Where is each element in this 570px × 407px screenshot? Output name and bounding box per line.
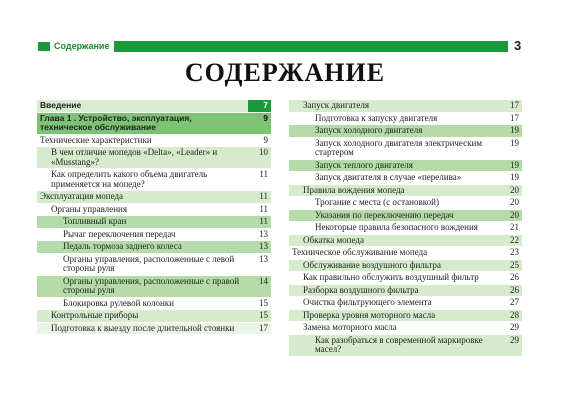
toc-entry-page: 10 [259, 147, 268, 157]
toc-entry-page: 19 [510, 172, 519, 182]
toc-entry-page: 26 [510, 272, 519, 282]
toc-entry-title: Как определить какого объема двигатель применяется на мопеде? [51, 169, 208, 189]
toc-entry[interactable] [37, 276, 271, 298]
header-bar [38, 41, 508, 52]
toc-entry-page: 13 [259, 253, 268, 264]
toc-entry-page: 11 [259, 203, 268, 214]
toc-entry-page: 20 [510, 209, 519, 220]
toc-entry-title: Органы управления, расположенные с левой стороны руля [63, 253, 235, 273]
toc-right-column [289, 100, 522, 357]
toc-entry-page: 19 [510, 137, 519, 148]
toc-entry-page: 9 [263, 134, 268, 145]
toc-left-column [37, 100, 271, 335]
toc-entry[interactable] [289, 125, 522, 138]
toc-entry-title: Рычаг переключения передач [63, 228, 176, 239]
toc-entry-title: Как разобраться в современной маркировке масел? [315, 334, 483, 354]
toc-entry-page: 19 [510, 125, 519, 135]
toc-entry[interactable] [289, 272, 522, 285]
toc-entry-page: 11 [259, 216, 268, 226]
toc-entry[interactable] [289, 222, 522, 235]
toc-entry[interactable] [289, 100, 522, 113]
toc-entry-title: Подготовка к выезду после длительной стоянки [51, 322, 235, 333]
toc-entry-page: 20 [510, 197, 519, 207]
toc-entry-title: Топливный кран [63, 216, 127, 226]
toc-entry[interactable] [289, 285, 522, 298]
toc-entry-title: Обслуживание воздушного фильтра [303, 259, 442, 270]
toc-entry-page: 13 [259, 241, 268, 251]
toc-entry[interactable] [37, 241, 271, 254]
toc-entry[interactable] [289, 260, 522, 273]
toc-entry-page: 29 [510, 322, 519, 332]
toc-entry-title: Запуск двигателя в случае «перелива» [315, 172, 462, 182]
toc-entry[interactable] [37, 113, 271, 135]
toc-entry-title: Проверка уровня моторного масла [303, 309, 436, 320]
toc-entry-title: Эксплуатация мопеда [40, 191, 124, 201]
toc-entry-title: Запуск холодного двигателя электрическим стартером [315, 137, 483, 157]
toc-entry-page: 14 [259, 275, 268, 286]
toc-entry[interactable] [289, 210, 522, 223]
toc-entry[interactable] [289, 335, 522, 357]
toc-entry-page: 13 [259, 228, 268, 239]
toc-entry-title: Обкатка мопеда [303, 234, 364, 245]
toc-entry-title: Трогание с места (с остановкой) [315, 197, 439, 207]
toc-entry-title: Как правильно обслужить воздушный фильтр [303, 272, 479, 282]
toc-entry-title: Органы управления, расположенные с правой стороны руля [63, 275, 240, 295]
toc-entry-page: 17 [510, 100, 519, 110]
toc-entry-title: Педаль тормоза заднего колеса [63, 241, 182, 251]
toc-entry[interactable] [289, 197, 522, 210]
toc-entry[interactable] [289, 235, 522, 248]
toc-entry[interactable] [37, 254, 271, 276]
toc-entry[interactable] [289, 297, 522, 310]
toc-entry-title: В чем отличие мопедов «Delta», «Leader» и «Musstang»? [51, 147, 218, 167]
toc-entry[interactable] [289, 160, 522, 173]
toc-entry-page: 17 [510, 112, 519, 123]
toc-entry-title: Замена моторного масла [303, 322, 397, 332]
toc-entry[interactable] [37, 298, 271, 311]
toc-entry-title: Указания по переключению передач [315, 209, 454, 220]
toc-entry[interactable] [37, 191, 271, 204]
toc-entry-title: Запуск холодного двигателя [315, 125, 423, 135]
toc-entry-title: Подготовка к запуску двигателя [315, 112, 438, 123]
toc-entry-title: Органы управления [51, 203, 127, 214]
toc-entry[interactable] [289, 185, 522, 198]
toc-entry[interactable] [37, 169, 271, 191]
toc-entry-title: Очистка фильтрующего элемента [303, 297, 432, 307]
toc-entry-page: 28 [510, 309, 519, 320]
toc-entry[interactable] [289, 247, 522, 260]
toc-entry-page: 7 [248, 100, 271, 112]
toc-entry-page: 20 [510, 184, 519, 195]
toc-entry-title: Глава 1 . Устройство, эксплуатация, техническое обслуживание [40, 112, 192, 132]
toc-entry-page: 27 [510, 297, 519, 307]
toc-entry[interactable] [289, 113, 522, 126]
toc-entry-title: Введение [37, 100, 248, 112]
toc-entry[interactable] [37, 147, 271, 169]
toc-entry-page: 9 [263, 112, 268, 123]
toc-entry[interactable] [37, 323, 271, 336]
toc-entry-page: 19 [510, 159, 519, 170]
toc-entry-page: 22 [510, 234, 519, 245]
toc-entry-title: Технические характеристики [40, 134, 152, 145]
toc-entry-page: 23 [510, 247, 519, 257]
toc-entry-page: 21 [510, 222, 519, 232]
toc-entry[interactable] [289, 322, 522, 335]
toc-entry-title: Некоторые правила безопасного вождения [315, 222, 478, 232]
page-number: 3 [514, 38, 522, 53]
toc-entry[interactable] [37, 100, 271, 113]
toc-entry-title: Разборка воздушного фильтра [303, 284, 419, 295]
toc-entry[interactable] [37, 204, 271, 217]
toc-entry-title: Техническое обслуживание мопеда [292, 247, 428, 257]
toc-entry-page: 29 [510, 334, 519, 345]
toc-entry-title: Запуск теплого двигателя [315, 159, 413, 170]
toc-entry[interactable] [289, 310, 522, 323]
toc-entry[interactable] [37, 135, 271, 148]
toc-entry[interactable] [289, 138, 522, 160]
toc-entry-page: 26 [510, 284, 519, 295]
page-title: СОДЕРЖАНИЕ [184, 58, 386, 87]
toc-entry-title: Запуск двигателя [303, 100, 369, 110]
toc-entry[interactable] [289, 172, 522, 185]
toc-entry-title: Правила вождения мопеда [303, 184, 405, 195]
toc-entry-page: 11 [259, 169, 268, 179]
toc-entry-title: Блокировка рулевой колонки [63, 297, 174, 308]
toc-entry[interactable] [37, 310, 271, 323]
toc-entry-page: 25 [510, 259, 519, 270]
toc-entry-page: 17 [259, 322, 268, 333]
toc-entry-page: 15 [259, 310, 268, 320]
toc-entry[interactable] [37, 229, 271, 242]
section-label: Содержание [38, 41, 114, 52]
toc-entry-page: 11 [259, 191, 268, 201]
toc-entry-title: Контрольные приборы [51, 310, 139, 320]
toc-entry[interactable] [37, 216, 271, 229]
toc-entry-page: 15 [259, 297, 268, 308]
